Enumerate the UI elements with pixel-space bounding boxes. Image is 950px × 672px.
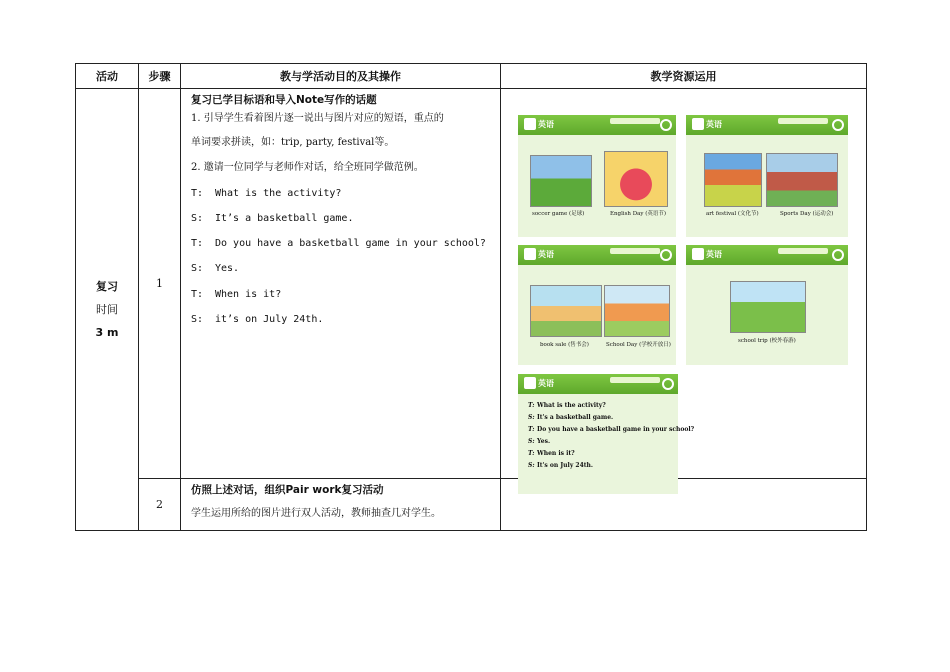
step2-text: 学生运用所给的图片进行双人活动，教师抽查几对学生。: [191, 508, 441, 519]
caption: school trip (校外春游): [738, 338, 796, 344]
activity-name: 复习: [96, 280, 118, 293]
step1-heading: 复习已学目标语和导入Note写作的话题: [191, 94, 377, 106]
header-step: 步骤: [139, 64, 181, 89]
art-festival-picture: [704, 153, 762, 207]
caption: School Day (学校开放日): [606, 342, 671, 348]
step1-line2: 单词要求拼读，如：trip, party, festival等。: [191, 137, 395, 148]
dialogue-line: S: It’s a basketball game.: [191, 212, 354, 224]
caption: art festival (文化节): [706, 211, 759, 217]
slide-school-events: 英语 book sale (售书会) School Day (学校开放日): [518, 245, 676, 365]
header-row: [76, 64, 867, 89]
dialogue-line: T: When is it?: [191, 288, 282, 300]
qa-line: T: What is the activity?: [528, 402, 606, 409]
step1-operations: [181, 89, 501, 479]
step1-number: 1: [139, 89, 181, 479]
sports-day-picture: [766, 153, 838, 207]
step2-operations: [181, 479, 501, 531]
book-sale-picture: [530, 285, 602, 337]
activity-cell: [76, 89, 139, 531]
qa-line: T: Do you have a basketball game in your school?: [528, 426, 695, 433]
slide-school-trip: 英语 school trip (校外春游): [686, 245, 848, 365]
dialogue-line: T: Do you have a basketball game in your school?: [191, 238, 486, 250]
qa-line: S: It's on July 24th.: [528, 462, 593, 469]
duration: 3 m: [95, 326, 119, 339]
step1-line3: 2. 邀请一位同学与老师作对话，给全班同学做范例。: [191, 162, 424, 174]
school-trip-picture: [730, 281, 806, 333]
caption: English Day (英语节): [610, 211, 667, 217]
step2-heading: 仿照上述对话，组织Pair work复习活动: [191, 484, 384, 496]
lesson-plan-table: [75, 63, 867, 531]
dialogue-line: S: Yes.: [191, 263, 240, 275]
step2-row: [76, 479, 867, 531]
caption: Sports Day (运动会): [780, 211, 834, 217]
caption: soccer game (足球): [532, 211, 585, 217]
slide-dialogue: 英语 T: What is the activity? S: It's a basketball game. T: Do you have a basketball game in your school? S: Yes. T: When is it? S: It's on July 24th.: [518, 374, 678, 494]
header-activity: 活动: [76, 64, 139, 89]
header-operations: 教与学活动目的及其操作: [181, 64, 501, 89]
dialogue-line: T: What is the activity?: [191, 187, 342, 199]
caption: book sale (售书会): [540, 342, 589, 348]
resources-cell: [501, 89, 867, 479]
qa-line: T: When is it?: [528, 450, 575, 457]
qa-line: S: It's a basketball game.: [528, 414, 614, 421]
english-day-picture: [604, 151, 668, 207]
soccer-picture: [530, 155, 592, 207]
dialogue-line: S: it’s on July 24th.: [191, 314, 324, 326]
step2-number: 2: [139, 479, 181, 531]
slide-festivals: 英语 art festival (文化节) Sports Day (运动会): [686, 115, 848, 237]
school-day-picture: [604, 285, 670, 337]
step1-row: [76, 89, 867, 479]
slide-sports: 英语 soccer game (足球) English Day (英语节): [518, 115, 676, 237]
header-resources: 教学资源运用: [501, 64, 867, 89]
time-label: 时间: [96, 303, 118, 316]
qa-line: S: Yes.: [528, 438, 551, 445]
step1-line1: 1. 引导学生看着图片逐一说出与图片对应的短语，重点的: [191, 113, 444, 124]
